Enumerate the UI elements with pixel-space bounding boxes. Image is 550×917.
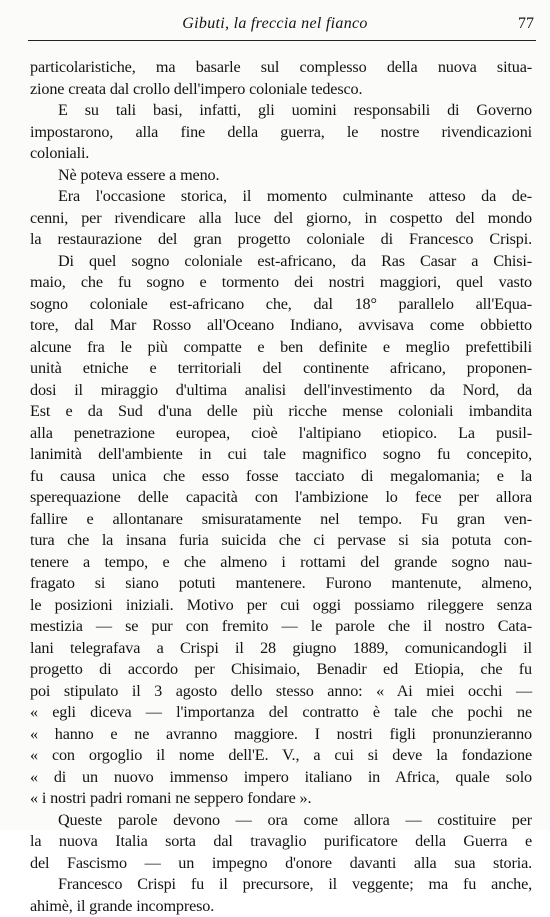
quote-line: « di un nuovo immenso impero italiano in Africa, quale solo	[30, 767, 532, 789]
body-text	[30, 57, 532, 917]
text-line: impostarono, alla fine della guerra, le nostre rivendicazioni	[30, 122, 532, 144]
page-number: 77	[518, 15, 534, 33]
text-line: ahimè, il grande incompreso.	[30, 896, 532, 917]
text-line: cenni, per rivendicare alla luce del giorno, in cospetto del mondo	[30, 208, 532, 230]
header-rule	[28, 40, 536, 41]
text-line: sogno coloniale est-africano che, dal 18° parallelo all'Equa-	[30, 294, 532, 316]
text-line: dosi il miraggio d'ultima analisi dell'investimento da Nord, da	[30, 380, 532, 402]
text-line: la restaurazione del gran progetto coloniale di Francesco Crispi.	[30, 229, 532, 251]
text-line: maio, che fu sogno e tormento dei nostri maggiori, quel vasto	[30, 272, 532, 294]
text-line: Era l'occasione storica, il momento culminante atteso da de-	[30, 186, 532, 208]
text-line: fallire e allontanare smisuratamente nel tempo. Fu gran ven-	[30, 509, 532, 531]
text-line: lanimità dell'ambiente in cui tale magnifico sogno fu concepito,	[30, 444, 532, 466]
text-line: lani telegrafava a Crispi il 28 giugno 1889, comunicandogli il	[30, 638, 532, 660]
text-line: Queste parole devono — ora come allora — costituire per	[30, 810, 532, 832]
text-line: coloniali.	[30, 143, 532, 165]
text-line: Est e da Sud d'una delle più ricche mense coloniali imbandita	[30, 401, 532, 423]
text-line: E su tali basi, infatti, gli uomini responsabili di Governo	[30, 100, 532, 122]
text-line: alla penetrazione europea, cioè l'altipiano etiopico. La pusil-	[30, 423, 532, 445]
text-line: Francesco Crispi fu il precursore, il veggente; ma fu anche,	[30, 874, 532, 896]
running-title: Gibuti, la freccia nel fianco	[0, 15, 550, 33]
text-line: fragato si siano potuti mantenere. Furono mantenute, almeno,	[30, 573, 532, 595]
text-line: tura che la insana furia suicida che ci pervase si sia potuta con-	[30, 530, 532, 552]
text-line: Di quel sogno coloniale est-africano, da Ras Casar a Chisi-	[30, 251, 532, 273]
text-line: del Fascismo — un impegno d'onore davanti alla sua storia.	[30, 853, 532, 875]
text-line: la nuova Italia sorta dal travaglio purificatore della Guerra e	[30, 831, 532, 853]
quote-line: « egli diceva — l'importanza del contratto è tale che pochi ne	[30, 702, 532, 724]
running-head	[0, 10, 550, 40]
text-line: zione creata dal crollo dell'impero coloniale tedesco.	[30, 79, 532, 101]
text-line: Nè poteva essere a meno.	[30, 165, 532, 187]
quote-line: « i nostri padri romani ne seppero fondare ».	[30, 788, 532, 810]
text-line: mestizia — se pur con fremito — le parole che il nostro Cata-	[30, 616, 532, 638]
quote-line: « con orgoglio il nome dell'E. V., a cui si deve la fondazione	[30, 745, 532, 767]
text-line: tenere a tempo, e che almeno i rottami del grande sogno nau-	[30, 552, 532, 574]
text-line: alcune fra le più compatte e ben definite e meglio prefettibili	[30, 337, 532, 359]
text-line: poi stipulato il 3 agosto dello stesso anno: « Ai miei occhi —	[30, 681, 532, 703]
text-line: particolaristiche, ma basarle sul complesso della nuova situa-	[30, 57, 532, 79]
text-line: fu causa unica che esso fosse tacciato di megalomania; e la	[30, 466, 532, 488]
quote-line: « hanno e ne avranno maggiore. I nostri figli pronunzieranno	[30, 724, 532, 746]
text-line: sperequazione delle capacità con l'ambizione lo fece per allora	[30, 487, 532, 509]
text-line: unità etniche e territoriali del continente africano, proponen-	[30, 358, 532, 380]
text-line: le posizioni iniziali. Motivo per cui oggi possiamo rileggere senza	[30, 595, 532, 617]
text-line: tore, dal Mar Rosso all'Oceano Indiano, avvisava come obbietto	[30, 315, 532, 337]
text-line: progetto di accordo per Chisimaio, Benadir ed Etiopia, che fu	[30, 659, 532, 681]
